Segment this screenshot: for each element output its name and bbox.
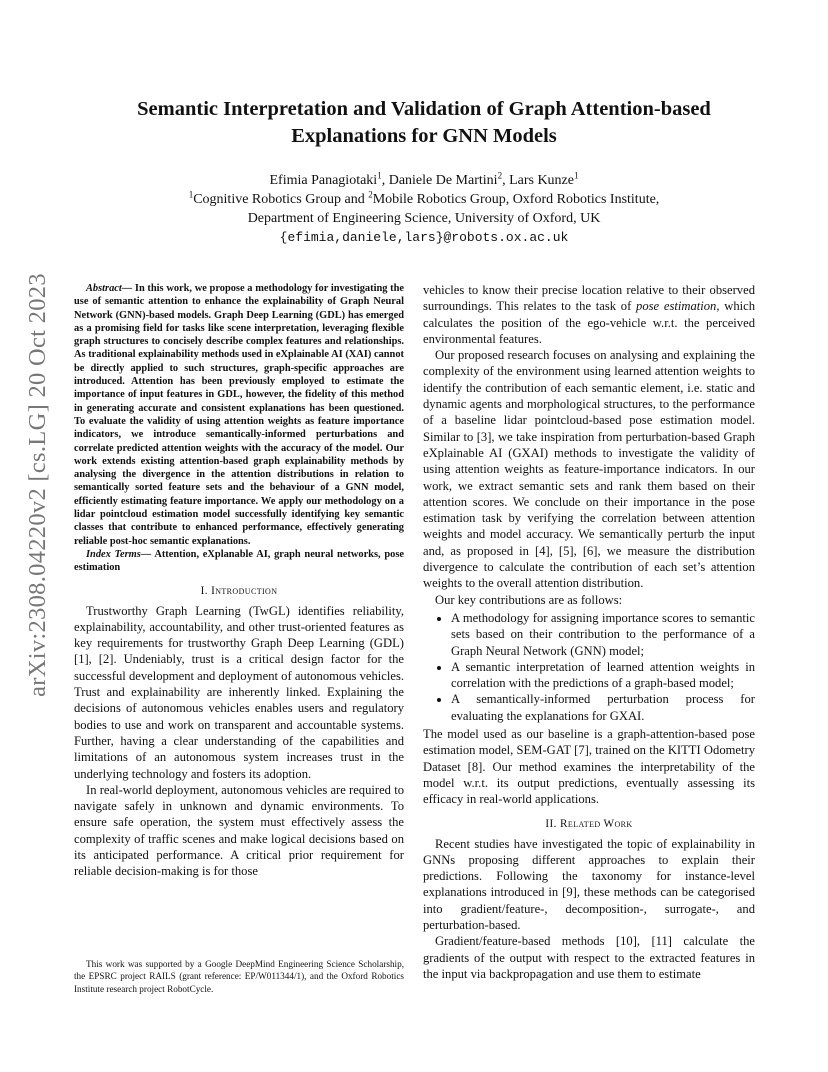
abstract (74, 282, 404, 548)
author-3-sup: 1 (573, 170, 579, 181)
intro-paragraph-1: Trustworthy Graph Learning (TwGL) identifies reliability, explainability, accountability, and other trust-oriented features as key requirements for trustworthy Graph Deep Learning (GDL) [1], [2]. Undeniably, trust is a critical design factor for the successful development and deployment of autonomous vehicles. Trust and explainability are inherently linked. Explaining the decisions of autonomous vehicles enables users and regulatory bodies to use and work on transparent and accountable systems. Further, having a clear understanding of the capabilities and limitations of an autonomous system increases trust in the underlying technology and fosters its adoption. (74, 603, 404, 781)
author-1-sup: 1 (377, 170, 382, 181)
funding-footnote: This work was supported by a Google DeepMind Engineering Science Scholarship, the EPSRC project RAILS (grant reference: EP/W011344/1), and the Oxford Robotics Institute research project RobotCycle. (74, 959, 404, 994)
right-paragraph-0 (423, 282, 755, 347)
title-line-1: Semantic Interpretation and Validation of Graph Attention-based (137, 98, 711, 120)
author-1: Efimia Panagiotaki (269, 173, 378, 188)
title-line-2: Explanations for GNN Models (291, 125, 557, 147)
intro-paragraph-2: In real-world deployment, autonomous vehicles are required to navigate safely in unknown and dynamic environments. To ensure safe operation, the system must effectively assess the complexity of traffic scenes and make logical decisions based on its anticipated performance. A critical prior requirement for reliable decision-making is for those (74, 782, 404, 879)
abstract-lead: Abstract (86, 283, 122, 294)
affiliation-line (70, 190, 778, 209)
contribution-item: • A methodology for assigning importance scores to semantic sets based on their contribution to the performance of a Graph Neural Network (GNN) model; (451, 610, 755, 659)
paper-title (70, 96, 778, 150)
p0-text-a: vehicles to know their precise location relative to their observed surroundings. This relates to the task of (423, 283, 755, 314)
author-2: , Daniele De Martini (381, 173, 498, 188)
p0-emphasis: pose estimation (636, 299, 717, 314)
aff1-sup: 1 (188, 189, 194, 200)
arxiv-id-text: arXiv:2308.04220v2 [cs.LG] 20 Oct 2023 (24, 273, 51, 697)
author-block (70, 171, 778, 247)
department-line: Department of Engineering Science, University of Oxford, UK (247, 211, 601, 226)
author-emails: {efimia,daniele,lars}@robots.ox.ac.uk (279, 230, 569, 245)
contributions-list (423, 610, 755, 724)
left-column (74, 282, 404, 880)
section-heading-related-work: II. Related Work (545, 817, 633, 830)
right-paragraph-2: Our key contributions are as follows: (435, 592, 623, 607)
author-2-sup: 2 (497, 170, 503, 181)
contribution-item: • A semantic interpretation of learned attention weights in correlation with the predictions of a graph-based model; (451, 659, 755, 692)
aff2-sup: 2 (368, 189, 373, 200)
right-paragraph-3: The model used as our baseline is a graph-attention-based pose estimation model, SEM-GAT [7], trained on the KITTI Odometry Dataset [8]. Our method examines the interpretability of the model w.r.t. its output predictions, eventually assessing its efficacy in real-world applications. (423, 727, 755, 807)
right-column (423, 282, 755, 982)
section-heading-introduction: I. Introduction (200, 584, 278, 597)
p0-text-b: , which calculates the position of the ego-vehicle w.r.t. the perceived environmental features. (423, 299, 756, 346)
right-paragraph-1: Our proposed research focuses on analysing and explaining the complexity of the environment using learned attention weights to identify the contribution of each semantic element, i.e. static and dynamic agents and morphological structures, to the performance of a baseline lidar pointcloud-based pose estimation model. Similar to [3], we take inspiration from perturbation-based Graph eXplainable AI (GXAI) methods to investigate the validity of using attention weights as feature-importance indicators. In our work, we extract semantic sets and rank them based on their attention scores. We conclude on their importance in the pose estimation task by verifying the correlation between attention weights and model accuracy. We semantically perturb the input and, as proposed in [4], [5], [6], we measure the distribution divergence to calculate the contribution of each set’s attention weights to the overall attention distribution. (423, 348, 755, 591)
related-paragraph-2: Gradient/feature-based methods [10], [11] calculate the gradients of the output with respect to the extracted features in the input via backpropagation and use them to estimate (423, 934, 755, 981)
abstract-text: — In this work, we propose a methodology for investigating the use of semantic attention to enhance the explainability of Graph Neural Network (GNN)-based models. Graph Deep Learning (GDL) has emerged as a promising field for tasks like scene interpretation, leveraging flexible graph structures to concisely describe complex features and relationships. As traditional explainability methods used in eXplainable AI (XAI) cannot be directly applied to such structures, graph-specific approaches are introduced. Attention has been previously employed to estimate the importance of input features in GDL, however, the fidelity of this method in generating accurate and consistent explanations has been questioned. To evaluate the validity of using attention weights as feature importance indicators, we introduce semantically-informed perturbations and correlate predicted attention weights with the accuracy of the model. Our work extends existing attention-based graph explainability methods by analysing the divergence in the attention distributions in relation to semantically sorted feature sets and the behaviour of a GNN model, efficiently estimating feature importance. We apply our methodology on a lidar pointcloud estimation model successfully identifying key semantic classes that contribute to enhanced performance, effectively generating reliable post-hoc semantic explanations. (74, 283, 404, 547)
index-terms (74, 548, 404, 575)
author-3: , Lars Kunze (502, 173, 574, 188)
author-names (70, 171, 778, 190)
index-terms-lead: Index Terms (86, 548, 141, 560)
affiliation-2: Mobile Robotics Group, Oxford Robotics Institute, (372, 192, 660, 207)
affiliation-1: Cognitive Robotics Group and (193, 192, 369, 207)
index-terms-text: — Attention, eXplanable AI, graph neural networks, pose estimation (74, 548, 404, 574)
related-paragraph-1: Recent studies have investigated the topic of explainability in GNNs proposing different approaches to explain their predictions. Following the taxonomy for instance-level explanations introduced in [9], these methods can be categorised into gradient/feature-, decomposition-, surrogate-, and perturbation-based. (423, 836, 755, 932)
contribution-item: • A semantically-informed perturbation process for evaluating the explanations for GXAI. (451, 691, 755, 724)
arxiv-identifier (20, 273, 56, 697)
